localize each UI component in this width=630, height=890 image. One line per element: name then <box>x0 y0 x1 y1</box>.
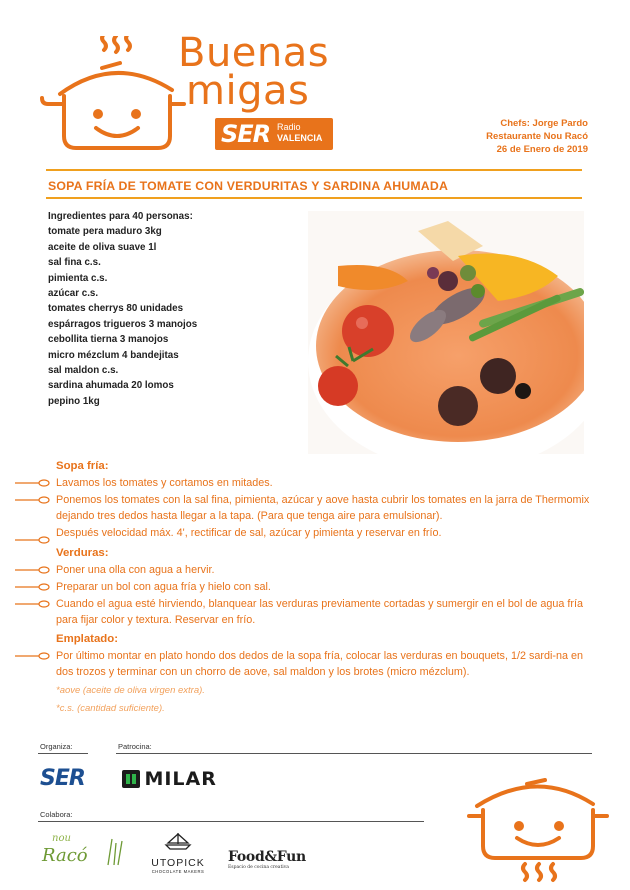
ingredient-item: sardina ahumada 20 lomos <box>48 380 174 392</box>
milar-logo <box>122 768 217 790</box>
foodfun-logo <box>228 849 318 870</box>
badge-station-label: VALENCIA <box>277 133 323 143</box>
chefs-line: Chefs: Jorge Pardo <box>500 118 588 129</box>
pot-footer-icon <box>463 776 613 884</box>
foodfun-text: Food&Fun <box>228 849 306 865</box>
footnote: *c.s. (cantidad suficiente). <box>56 703 165 715</box>
method-section <box>56 455 596 718</box>
organiza-underline <box>38 753 88 754</box>
date-line: 26 de Enero de 2019 <box>496 144 588 155</box>
patrocina-label: Patrocina: <box>118 742 152 751</box>
brand-title-line1: Buenas <box>178 30 330 76</box>
organiza-label: Organiza: <box>40 742 73 751</box>
utopick-text: UTOPICK <box>151 857 205 869</box>
nou-text: nou <box>52 833 71 844</box>
utopick-logo <box>148 832 208 874</box>
ingredient-item: espárragos trigueros 3 manojos <box>48 318 198 330</box>
recipe-title: SOPA FRÍA DE TOMATE CON VERDURITAS Y SARDINA AHUMADA <box>48 179 449 193</box>
ser-sponsor-logo: SER <box>40 766 85 791</box>
colabora-underline <box>38 821 424 822</box>
ingredients-heading: Ingredientes para 40 personas: <box>48 211 193 222</box>
ingredient-item: sal maldon c.s. <box>48 365 119 377</box>
step-item: Después velocidad máx. 4', rectificar de sal, azúcar y pimienta y reservar en frío. <box>56 526 596 542</box>
spoon-icon <box>14 479 50 487</box>
ingredient-item: pimienta c.s. <box>48 272 108 284</box>
spoon-icon <box>14 600 50 608</box>
spoon-icon <box>14 536 50 544</box>
dish-photo <box>308 211 584 454</box>
pot-logo-icon <box>40 36 190 154</box>
brand-title <box>178 30 330 114</box>
brand-title-line2: migas <box>186 68 310 114</box>
colabora-label: Colabora: <box>40 810 73 819</box>
boat-icon <box>164 832 192 850</box>
dish-illustration <box>308 211 584 454</box>
ingredient-item: aceite de oliva suave 1l <box>48 241 157 253</box>
ingredient-item: tomates cherrys 80 unidades <box>48 303 184 315</box>
footnote: *aove (aceite de oliva virgen extra). <box>56 685 205 697</box>
section-heading-sopa: Sopa fría: <box>56 460 109 472</box>
step-item: Por último montar en plato hondo dos dedos de la sopa fría, colocar las verduras en bouquets, 1/2 sardi-na en dos trozos y terminar con un chorro de aove, sal maldon y los brotes (micro mézclum). <box>56 649 596 680</box>
section-heading-emplatado: Emplatado: <box>56 633 119 646</box>
title-rule-top <box>46 169 582 171</box>
ingredient-item: cebollita tierna 3 manojos <box>48 334 169 346</box>
section-heading-verduras: Verduras: <box>56 546 109 559</box>
spoon-icon <box>14 583 50 591</box>
ingredient-item: micro mézclum 4 bandejitas <box>48 349 179 361</box>
ingredient-item: pepino 1kg <box>48 395 100 407</box>
patrocina-underline <box>116 753 592 754</box>
utopick-sub-text: CHOCOLATE MAKERS <box>151 869 205 874</box>
step-item: Lavamos los tomates y cortamos en mitades. <box>56 476 596 492</box>
restaurant-line: Restaurante Nou Racó <box>486 131 588 142</box>
badge-radio-label: Radio <box>277 122 301 132</box>
step-item: Cuando el agua esté hirviendo, blanquear las verduras previamente cortadas y sumergir en el bol de agua fría para fijar color y textura. Reservar en frío. <box>56 597 596 628</box>
spoon-icon <box>14 566 50 574</box>
ser-radio-badge <box>215 118 333 150</box>
step-item: Ponemos los tomates con la sal fina, pimienta, azúcar y aove hasta cubrir los tomates en la jarra de Thermomix dejando tres dedos hasta llegar a la tapa. (Para que tenga aire para emulsionar). <box>56 493 596 524</box>
spoon-icon <box>14 652 50 660</box>
step-item: Preparar un bol con agua fría y hielo con sal. <box>56 580 596 596</box>
ingredient-item: azúcar c.s. <box>48 288 99 300</box>
credits-block <box>388 117 588 156</box>
nou-raco-logo <box>42 833 127 873</box>
milar-logo-text: MILAR <box>144 768 217 790</box>
ser-logo-text: SER <box>221 120 271 148</box>
herb-icon <box>102 837 126 867</box>
milar-mark-icon <box>122 770 140 788</box>
step-item: Poner una olla con agua a hervir. <box>56 563 596 579</box>
title-rule-bottom <box>46 197 582 199</box>
foodfun-sub-text: Espacio de cocina creativa <box>228 865 289 870</box>
spoon-icon <box>14 496 50 504</box>
ingredients-list <box>48 209 298 409</box>
raco-text: Racó <box>42 845 88 866</box>
ingredient-item: tomate pera maduro 3kg <box>48 226 162 238</box>
ingredient-item: sal fina c.s. <box>48 257 101 269</box>
